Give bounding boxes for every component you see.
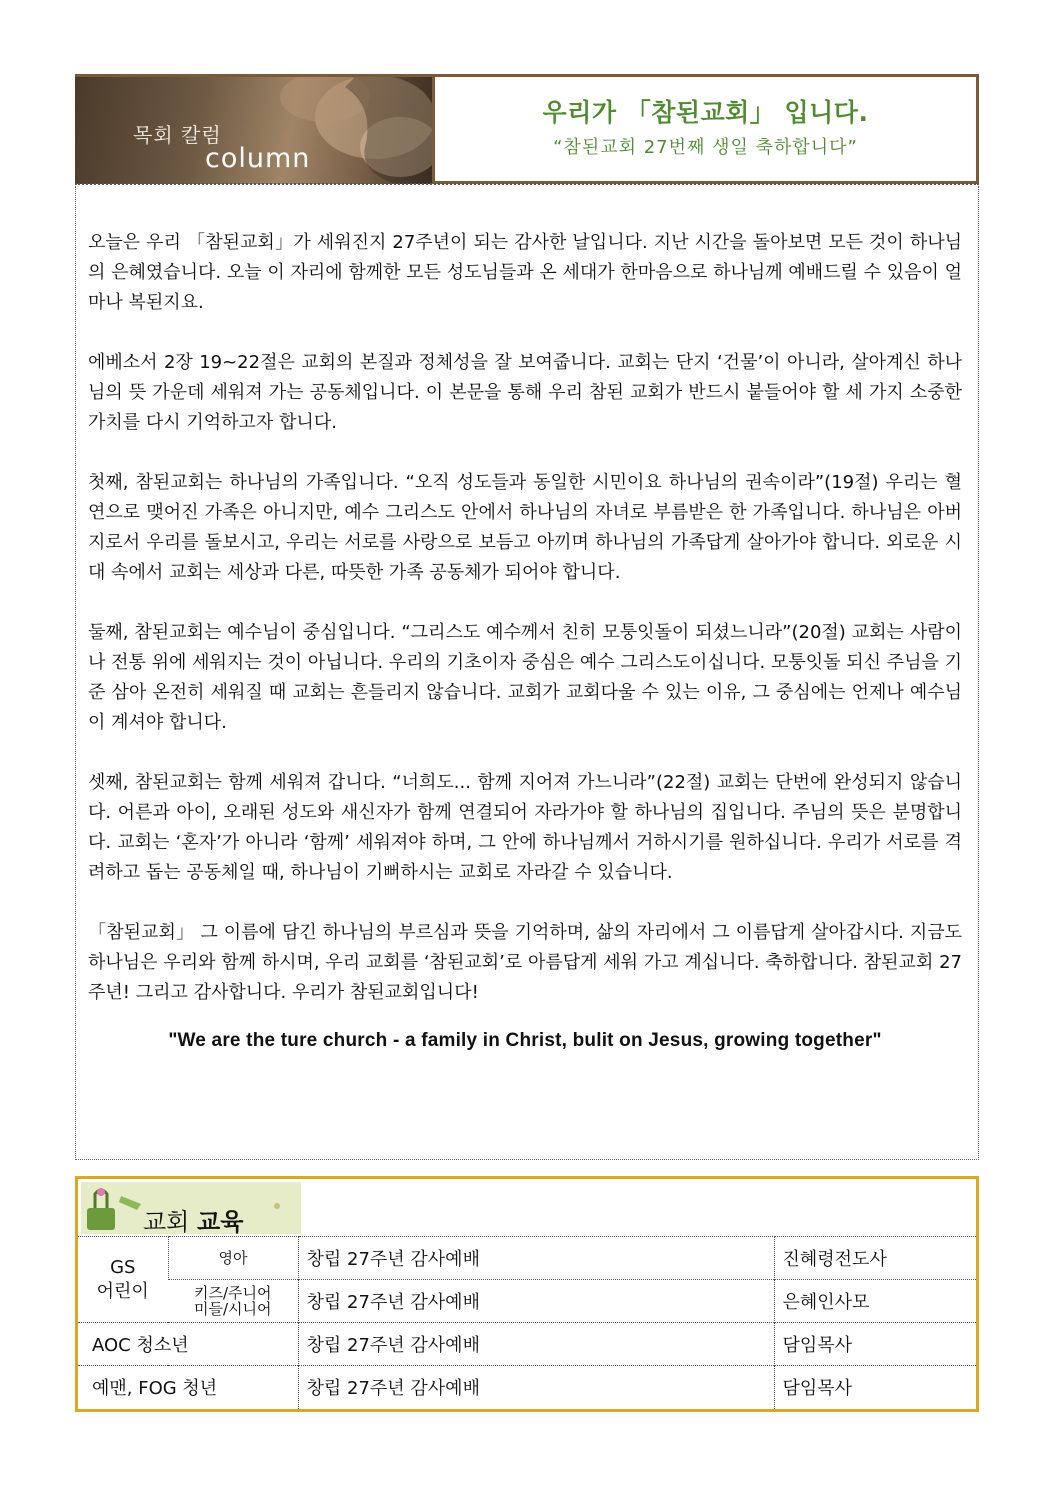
sub-group-cell xyxy=(168,1237,298,1280)
header-divider xyxy=(75,183,979,185)
praying-hands-banner xyxy=(75,77,432,184)
event-cell xyxy=(298,1237,774,1280)
gs-children-label: GS 어린이 xyxy=(96,1256,149,1302)
person-label: 담임목사 xyxy=(782,1335,853,1356)
column-text xyxy=(88,228,962,1052)
table-row xyxy=(78,1323,976,1366)
person-label: 은혜인사모 xyxy=(782,1292,870,1313)
event-label: 창립 27주년 감사예배 xyxy=(306,1292,480,1313)
event-label: 창립 27주년 감사예배 xyxy=(306,1335,480,1356)
education-title-a: 교회 xyxy=(143,1208,190,1234)
person-cell xyxy=(774,1237,976,1280)
column-title: 우리가 「참된교회」 입니다. xyxy=(542,98,869,127)
paragraph-closing: 「참된교회」 그 이름에 담긴 하나님의 부르심과 뜻을 기억하며, 삶의 자리에서 그 이름답게 살아갑시다. 지금도 하나님은 우리와 함께 하시며, 우리 교회를 ‘참된교회’로 아름답게 세워 가고 계십니다. 축하합니다. 참된교회 27주년! 그리고 감사합니다. 우리가 참된교회입니다! xyxy=(88,922,962,1003)
paragraph-second: 둘째, 참된교회는 예수님이 중심입니다. “그리스도 예수께서 친히 모퉁잇돌이 되셨느니라”(20절) 교회는 사람이나 전통 위에 세워지는 것이 아닙니다. 우리의 기초이자 중심은 예수 그리스도이십니다. 모퉁잇돌 되신 주님을 기준 삼아 온전히 세워질 때 교회는 흔들리지 않습니다. 교회가 교회다울 수 있는 이유, 그 중심에는 언제나 예수님이 계셔야 합니다. xyxy=(88,622,963,733)
table-row xyxy=(78,1237,976,1280)
group-cell xyxy=(78,1366,298,1409)
paragraph-third: 셋째, 참된교회는 함께 세워져 갑니다. “너희도... 함께 지어져 가느니라”(22절) 교회는 단번에 완성되지 않습니다. 어른과 아이, 오래된 성도와 새신자가 함께 연결되어 자라가야 할 하나님의 집입니다. 주님의 뜻은 분명합니다. 교회는 ‘혼자’가 아니라 ‘함께’ 세워져야 하며, 그 안에 하나님께서 거하시기를 원하십니다. 우리가 서로를 격려하고 돕는 공동체일 때, 하나님이 기뻐하시는 교회로 자라갈 수 있습니다. xyxy=(88,772,962,883)
gs-children-cell xyxy=(78,1237,168,1323)
event-cell xyxy=(298,1323,774,1366)
column-header xyxy=(75,74,979,184)
person-cell xyxy=(774,1280,976,1323)
group-label: AOC 청소년 xyxy=(92,1335,189,1356)
title-box xyxy=(432,77,976,184)
sub-group-label: 키즈/주니어 미들/시니어 xyxy=(193,1284,272,1318)
paragraph-first: 첫째, 참된교회는 하나님의 가족입니다. “오직 성도들과 동일한 시민이요 하나님의 권속이라”(19절) 우리는 혈연으로 맺어진 가족은 아니지만, 예수 그리스도 안에서 하나님의 자녀로 부름받은 한 가족입니다. 하나님은 아버지로서 우리를 돌보시고, 우리는 서로를 사랑으로 보듬고 아끼며 하나님의 가족답게 살아가야 합니다. 외로운 시대 속에서 교회는 세상과 다른, 따뜻한 가족 공동체가 되어야 합니다. xyxy=(88,472,962,583)
sub-group-cell xyxy=(168,1280,298,1323)
person-label: 담임목사 xyxy=(782,1378,853,1400)
event-label: 창립 27주년 감사예배 xyxy=(306,1249,480,1270)
group-cell xyxy=(78,1323,298,1366)
event-label: 창립 27주년 감사예배 xyxy=(306,1378,480,1400)
column-word: column xyxy=(205,143,311,174)
motto: "We are the ture church - a family in Christ, bulit on Jesus, growing together" xyxy=(168,1030,882,1051)
education-table xyxy=(78,1236,976,1409)
education-title-b: 교육 xyxy=(197,1208,244,1234)
education-header xyxy=(81,1182,301,1234)
column-subtitle: “참된교회 27번째 생일 축하합니다” xyxy=(553,137,858,158)
person-cell xyxy=(774,1323,976,1366)
sub-group-label: 영아 xyxy=(218,1249,248,1267)
person-cell xyxy=(774,1366,976,1409)
event-cell xyxy=(298,1280,774,1323)
table-row xyxy=(78,1366,976,1409)
table-row xyxy=(78,1280,976,1323)
paragraph-intro: 오늘은 우리 「참된교회」가 세워진지 27주년이 되는 감사한 날입니다. 지난 시간을 돌아보면 모든 것이 하나님의 은혜였습니다. 오늘 이 자리에 함께한 모든 성도님들과 온 세대가 한마음으로 하나님께 예배드릴 수 있음이 얼마나 복된지요. xyxy=(88,232,963,313)
column-kicker: 목회 칼럼 xyxy=(133,123,222,147)
person-label: 진혜령전도사 xyxy=(782,1249,887,1270)
education-title xyxy=(143,1202,243,1234)
education-section xyxy=(75,1176,979,1412)
column-body xyxy=(75,186,979,1160)
group-label: 예맨, FOG 청년 xyxy=(92,1378,218,1400)
paragraph-ephesians: 에베소서 2장 19~22절은 교회의 본질과 정체성을 잘 보여줍니다. 교회는 단지 ‘건물’이 아니라, 살아계신 하나님의 뜻 가운데 세워져 가는 공동체입니다. 이 본문을 통해 우리 참된 교회가 반드시 붙들어야 할 세 가지 소중한 가치를 다시 기억하고자 합니다. xyxy=(88,352,962,433)
event-cell xyxy=(298,1366,774,1409)
